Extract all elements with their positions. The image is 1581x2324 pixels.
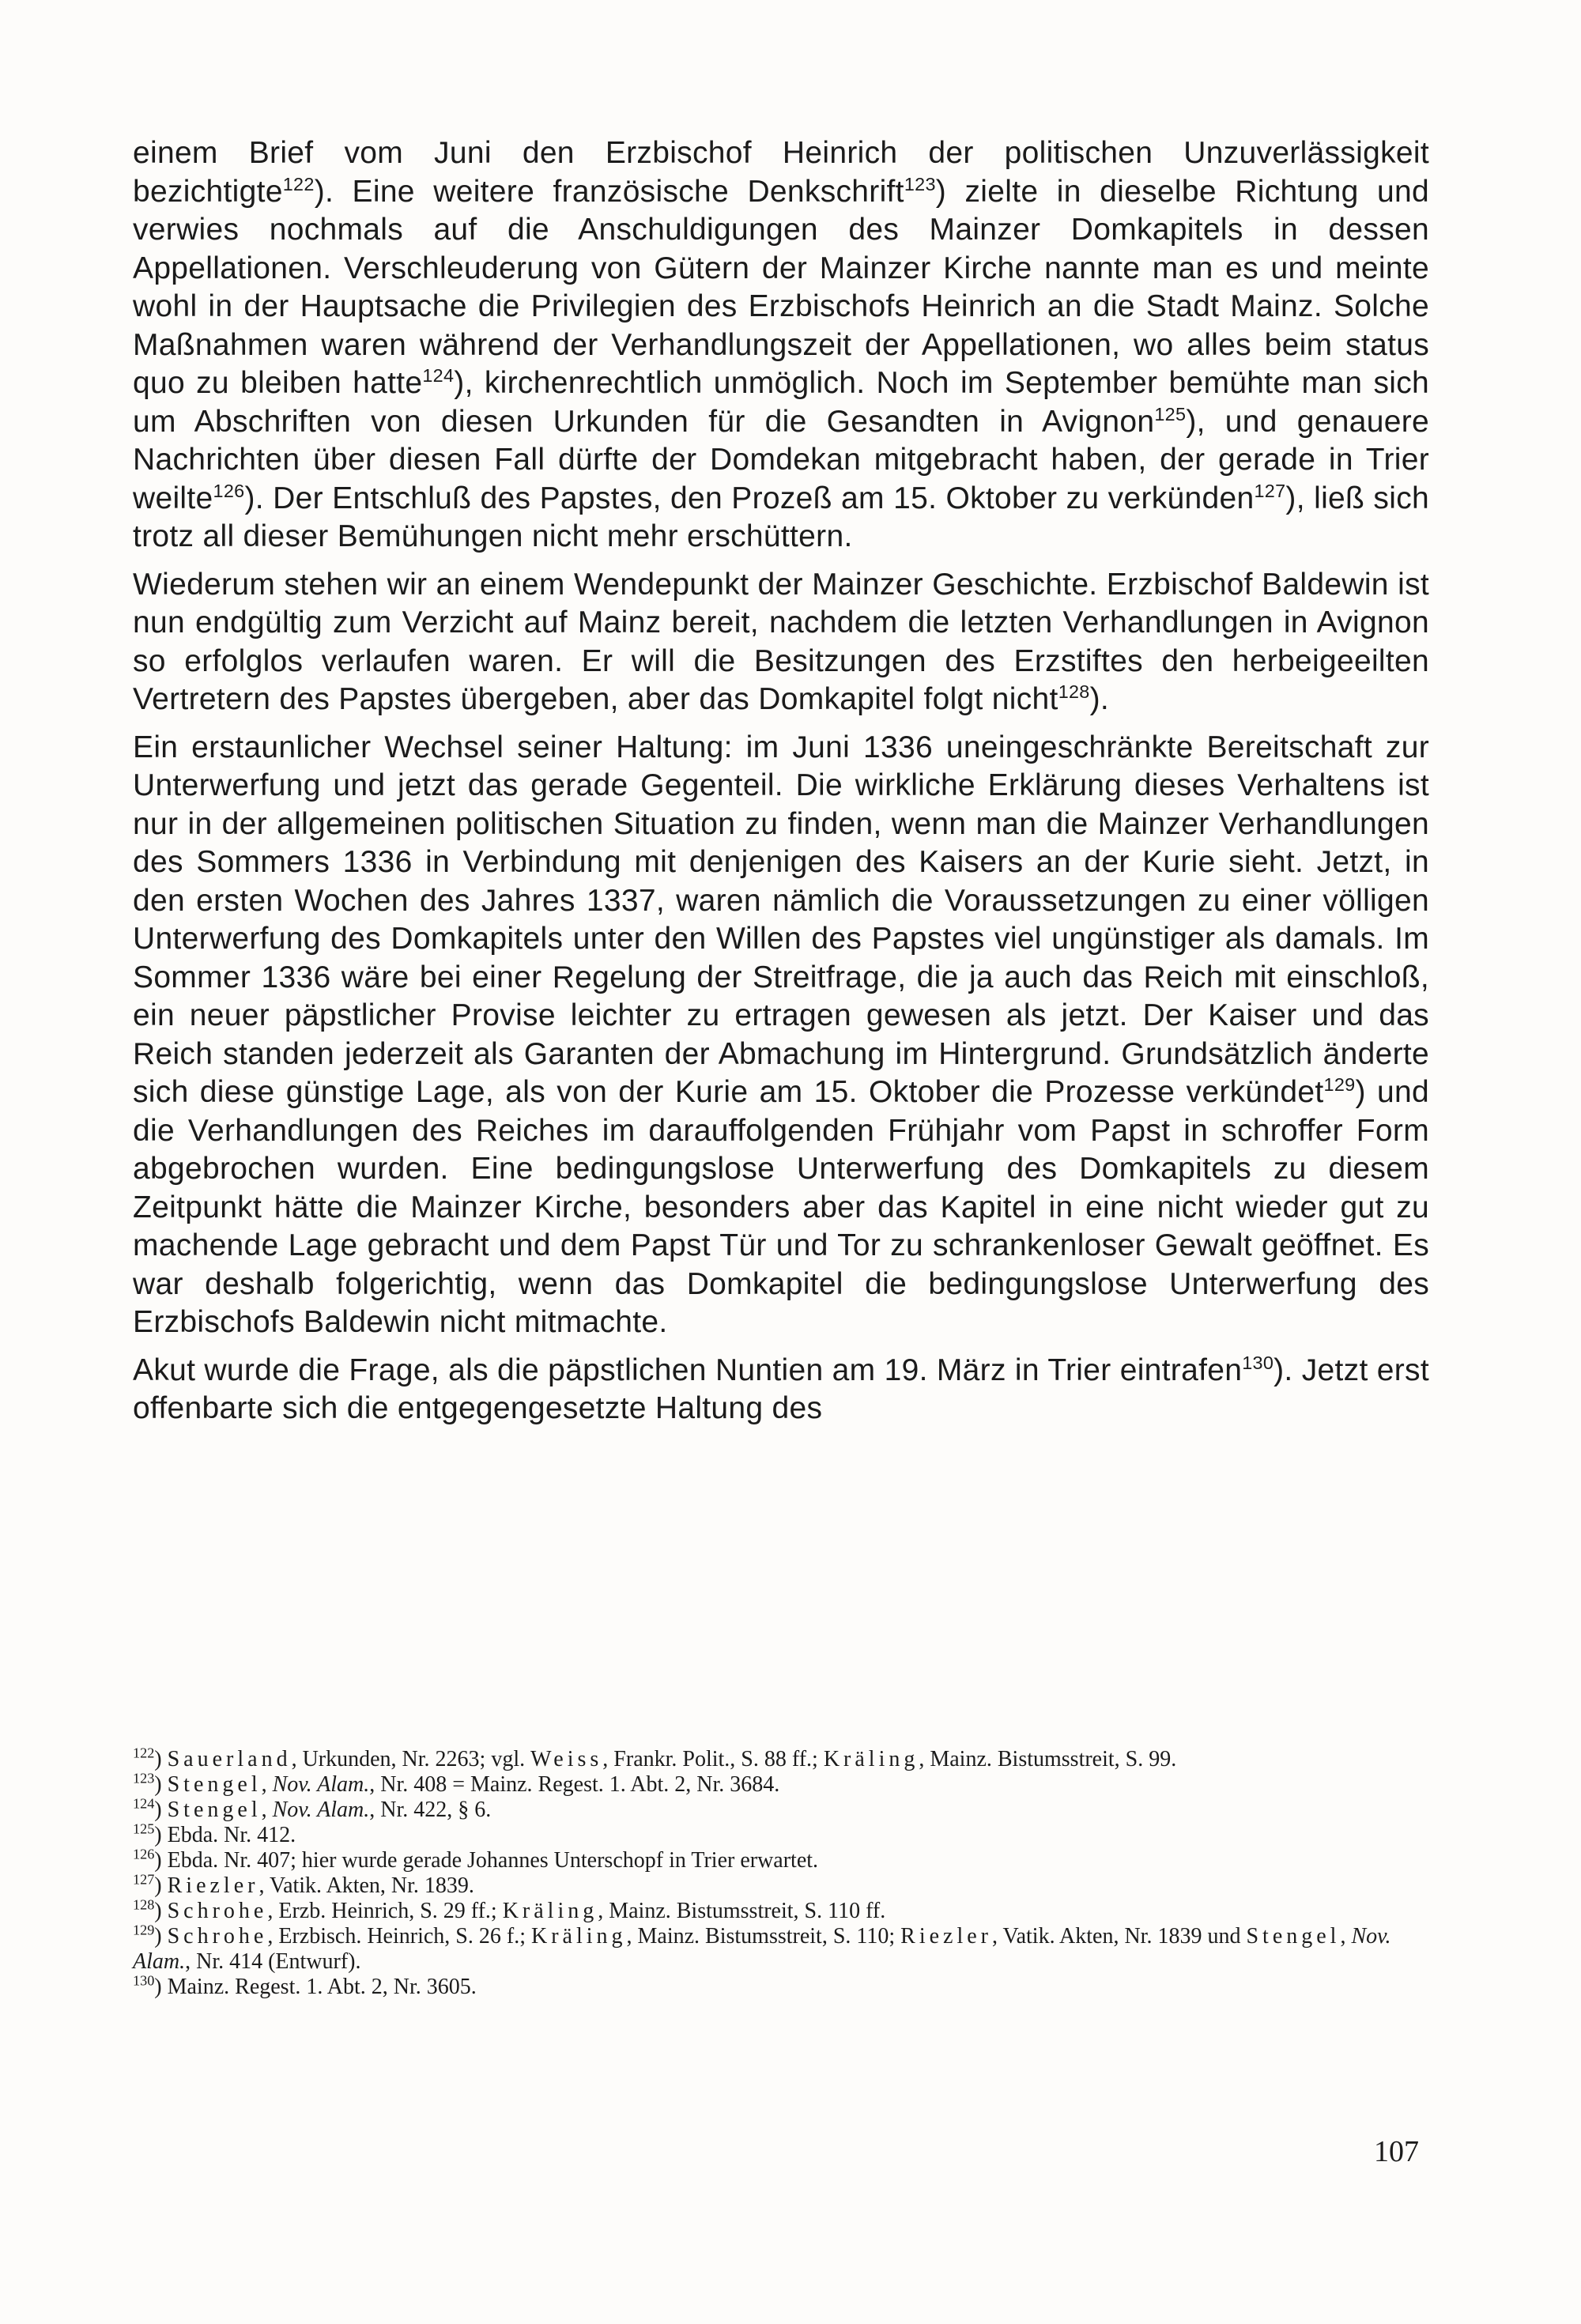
paragraph-text: ). Der Entschluß des Papstes, den Prozeß am 15. Oktober zu verkünden <box>244 481 1255 515</box>
footnote-text: ) <box>154 1747 168 1771</box>
footnote-text: ) <box>154 1899 168 1923</box>
paragraph-text: ), ließ sich trotz all dieser Bemühungen nicht mehr erschüttern. <box>133 481 1429 553</box>
author-name: Sauerland <box>167 1747 292 1771</box>
paragraph-text: Wiederum stehen wir an einem Wendepunkt der Mainzer Geschichte. Erzbischof Baldewin ist nun endgültig zum Verzicht auf Mainz bereit, nachdem die letzten Verhandlungen in Avignon so erfolglos verlaufen waren. Er will die Besitzungen des Erzstiftes den herbeigeeilten Vertretern des Papstes übergeben, aber das Domkapitel folgt nicht <box>133 567 1429 716</box>
paragraph-1 <box>133 134 1429 556</box>
footnote-text: , Mainz. Bistumsstreit, S. 110; <box>626 1924 901 1949</box>
footnote-text: , Urkunden, Nr. 2263; vgl. <box>291 1747 531 1771</box>
footnote <box>133 1924 1429 1975</box>
footnote-text: , Mainz. Bistumsstreit, S. 99. <box>919 1747 1177 1771</box>
footnote-text: , Nr. 422, § 6. <box>369 1798 492 1822</box>
paragraph-text: ), kirchenrechtlich unmöglich. Noch im September bemühte man sich um Abschriften von diesen Urkunden für die Gesandten in Avignon <box>133 366 1429 439</box>
footnote-text: , Frankr. Polit., S. 88 ff.; <box>602 1747 824 1771</box>
footnote-reference[interactable]: 125 <box>1154 403 1187 424</box>
footnote-reference[interactable]: 126 <box>213 480 245 501</box>
footnote-reference[interactable]: 123 <box>904 173 936 194</box>
paragraph-text: ), und genauere Nachrichten über diesen Fall dürfte der Domdekan mitgebracht haben, der gerade in Trier weilte <box>133 404 1429 515</box>
footnote-number: 122 <box>133 1745 155 1761</box>
paragraph-text: ) zielte in dieselbe Richtung und verwies nochmals auf die Anschuldigungen des Mainzer Domkapitels in dessen Appellationen. Verschleuderung von Gütern der Mainzer Kirche nannte man es und meinte wohl in der Hauptsache die Privilegien des Erzbischofs Heinrich an die Stadt Mainz. Solche Maßnahmen waren während der Verhandlungszeit der Appellationen, wo alles beim status quo zu bleiben hatte <box>133 174 1429 400</box>
footnote-number: 129 <box>133 1922 155 1938</box>
author-name: Riezler <box>167 1873 259 1898</box>
footnote-number: 123 <box>133 1770 155 1786</box>
footnote-text: ) <box>154 1798 168 1822</box>
paragraph-text: Akut wurde die Frage, als die päpstlichen Nuntien am 19. März in Trier eintrafen <box>133 1353 1243 1387</box>
author-name: Riezler <box>900 1924 992 1949</box>
footnote-text: , Nr. 414 (Entwurf). <box>185 1949 361 1974</box>
paragraph-4 <box>133 1352 1429 1428</box>
footnote-text: ) Ebda. Nr. 412. <box>154 1823 296 1847</box>
footnote-number: 127 <box>133 1871 155 1888</box>
footnote <box>133 1820 1429 1848</box>
main-text <box>133 134 1429 1438</box>
footnote-text: , <box>1340 1924 1352 1949</box>
footnote-text: ) Mainz. Regest. 1. Abt. 2, Nr. 3605. <box>154 1975 477 1999</box>
footnote-text: , Vatik. Akten, Nr. 1839. <box>258 1873 474 1898</box>
author-name: Schrohe <box>167 1899 268 1923</box>
author-name: Stengel <box>167 1772 262 1797</box>
paragraph-3 <box>133 729 1429 1342</box>
work-title: Nov. Alam. <box>272 1798 370 1822</box>
footnote-text: , Erzbisch. Heinrich, S. 26 f.; <box>267 1924 531 1949</box>
footnote-number: 128 <box>133 1896 155 1913</box>
paragraph-2 <box>133 566 1429 719</box>
footnote-number: 126 <box>133 1846 155 1862</box>
footnote-reference[interactable]: 128 <box>1058 681 1090 702</box>
paragraph-text: ). <box>1089 682 1110 716</box>
footnote-number: 125 <box>133 1820 155 1837</box>
footnote <box>133 1873 1429 1899</box>
page-number: 107 <box>1374 2135 1419 2168</box>
work-title: Nov. Alam. <box>133 1924 1391 1974</box>
footnote-reference[interactable]: 129 <box>1323 1074 1356 1095</box>
author-name: Stengel <box>1246 1924 1341 1949</box>
footnote-reference[interactable]: 130 <box>1242 1352 1274 1373</box>
footnote-text: ) <box>154 1873 168 1898</box>
footnote-reference[interactable]: 124 <box>422 365 455 386</box>
footnote <box>133 1795 1429 1823</box>
paragraph-text: ) und die Verhandlungen des Reiches im darauffolgenden Frühjahr vom Papst in schroffer Form abgebrochen wurden. Eine bedingungslose Unterwerfung des Domkapitels zu diesem Zeitpunkt hätte die Mainzer Kirche, besonders aber das Kapitel in eine nicht wieder gut zu machende Lage gebracht und dem Papst Tür und Tor zu schrankenloser Gewalt geöffnet. Es war deshalb folgerichtig, wenn das Domkapitel die bedingungslose Unterwerfung des Erzbischofs Baldewin nicht mitmachte. <box>133 1075 1429 1339</box>
footnote <box>133 1848 1429 1873</box>
footnote-number: 130 <box>133 1972 155 1989</box>
footnotes <box>133 1747 1429 2000</box>
author-name: Kräling <box>530 1924 627 1949</box>
paragraph-text: einem Brief vom Juni den Erzbischof Heinrich der politischen Unzuverlässigkeit bezichtigte <box>133 136 1429 209</box>
author-name: Stengel <box>167 1798 262 1822</box>
footnote-reference[interactable]: 127 <box>1254 480 1286 501</box>
footnote-text: , <box>261 1772 273 1797</box>
footnote <box>133 1972 1429 2000</box>
footnote <box>133 1747 1429 1772</box>
footnote-text: , Nr. 408 = Mainz. Regest. 1. Abt. 2, Nr. 3684. <box>369 1772 780 1797</box>
author-name: Kräling <box>502 1899 598 1923</box>
footnote-text: ) <box>154 1924 168 1949</box>
author-name: Schrohe <box>167 1924 268 1949</box>
paragraph-text: ). Eine weitere französische Denkschrift <box>314 174 904 209</box>
footnote-text: , Vatik. Akten, Nr. 1839 und <box>991 1924 1247 1949</box>
footnote-text: ) Ebda. Nr. 407; hier wurde gerade Johannes Unterschopf in Trier erwartet. <box>154 1848 819 1873</box>
author-name: Weiss <box>530 1747 603 1771</box>
author-name: Kräling <box>823 1747 919 1771</box>
work-title: Nov. Alam. <box>272 1772 370 1797</box>
footnote-number: 124 <box>133 1795 155 1812</box>
footnote <box>133 1772 1429 1798</box>
paragraph-text: Ein erstaunlicher Wechsel seiner Haltung: im Juni 1336 uneingeschränkte Bereitschaft zur Unterwerfung und jetzt das gerade Gegenteil. Die wirkliche Erklärung dieses Verhaltens ist nur in der allgemeinen politischen Situation zu finden, wenn man die Mainzer Verhandlungen des Sommers 1336 in Verbindung mit denjenigen des Kaisers an der Kurie sieht. Jetzt, in den ersten Wochen des Jahres 1337, waren nämlich die Voraussetzungen zu einer völligen Unterwerfung des Domkapitels unter den Willen des Papstes viel ungünstiger als damals. Im Sommer 1336 wäre bei einer Regelung der Streitfrage, die ja auch das Reich mit einschloß, ein neuer päpstlicher Provise leichter zu ertragen gewesen als jetzt. Der Kaiser und das Reich standen jederzeit als Garanten der Abmachung im Hintergrund. Grundsätzlich änderte sich diese günstige Lage, als von der Kurie am 15. Oktober die Prozesse verkündet <box>133 730 1429 1109</box>
footnote-reference[interactable]: 122 <box>282 173 315 194</box>
footnote-text: , Mainz. Bistumsstreit, S. 110 ff. <box>598 1899 886 1923</box>
footnote-text: ) <box>154 1772 168 1797</box>
footnote-text: , <box>261 1798 273 1822</box>
paragraph-text: ). Jetzt erst offenbarte sich die entgegengesetzte Haltung des <box>133 1353 1429 1425</box>
footnote-text: , Erzb. Heinrich, S. 29 ff.; <box>267 1899 503 1923</box>
footnote <box>133 1896 1429 1924</box>
